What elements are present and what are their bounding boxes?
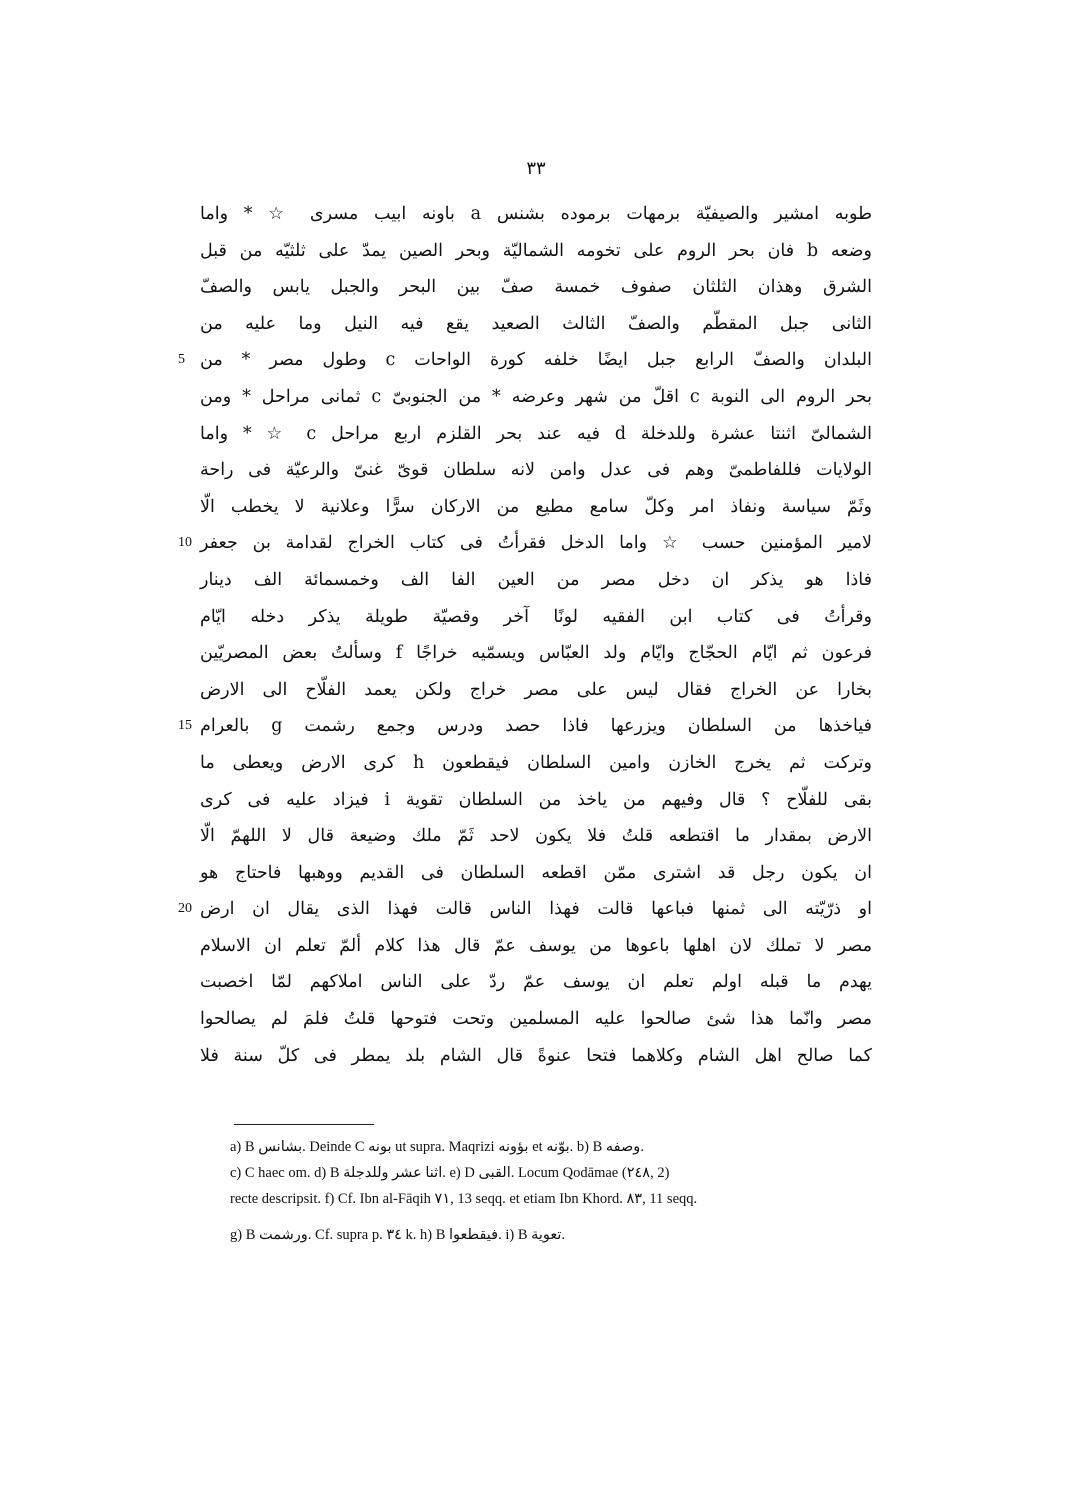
line-number: 5 [178,352,185,368]
line-text: البلدان والصفّ الرابع جبل ايضًا خلفه كورة الواحات c وطول مصر * من [200,350,872,371]
text-line [200,818,872,855]
text-line [178,708,872,745]
text-line [200,672,872,709]
line-number: 20 [178,901,192,917]
text-line [200,416,872,453]
line-text: وقرأتُ فى كتاب ابن الفقيه لونًا آخر وقصيّة طويلة يذكر دخله ايّام [200,606,872,627]
body-text [178,196,872,1074]
text-line [200,379,872,416]
line-text: وثَمّ سياسة ونفاذ امر وكلّ سامع مطيع من الاركان سرًّا وعلانية لا يخطب الّا [200,496,872,517]
line-text: مصر وانّما هذا شئ صالحوا عليه المسلمين وتحت فتوحها قلتُ فلمَ لم يصالحوا [200,1009,872,1030]
text-line [200,599,872,636]
line-text: مصر لا تملك لان اهلها باعوها من يوسف عمّ قال هذا كلام ألمّ تعلم ان الاسلام [200,935,872,956]
line-text: فاذا هو يذكر ان دخل مصر من العين الفا الف وخمسمائة الف دينار [200,569,872,590]
text-line [200,635,872,672]
line-text: الولايات فللفاطمىّ وهم فى عدل وامن لانه سلطان قوىّ غنىّ والرعيّة فى راحة [200,460,872,481]
text-line [200,1001,872,1038]
line-text: الشمالىّ اثنتا عشرة وللدخلة d فيه عند بحر القلزم اربع مراحل c ☆ * واما [200,423,872,444]
line-text: وضعه b فان بحر الروم على تخومه الشماليّة وبحر الصين يمدّ على ثلثيّه من قبل [200,240,872,261]
line-text: الارض بمقدار ما اقتطعه قلتُ فلا يكون لاحد ثَمّ ملك وضيعة قال لا اللهمّ الّا [200,826,872,847]
line-text: بخارا عن الخراج فقال ليس على مصر خراج ولكن يعمد الفلّاح الى الارض [200,679,872,700]
text-line [200,745,872,782]
page-number: ٣٣ [526,158,546,179]
line-text: بحر الروم الى النوبة c اقلّ من شهر وعرضه * من الجنوبىّ c ثمانى مراحل * ومن [200,386,872,407]
footnote-line: c) C haec om. d) B اثنا عشر وللدجلة. e) D القبى. Locum Qodāmae (٢٤٨, 2) [230,1165,670,1181]
line-text: الثانى جبل المقطّم والصفّ الثالث الصعيد يقع فيه النيل وما عليه من [200,313,872,334]
text-line [200,489,872,526]
text-line [200,269,872,306]
line-text: فرعون ثم ايّام الحجّاج وايّام ولد العبّاس ويسمّيه خراجًا f وسألتُ بعض المصريّين [200,643,872,664]
line-number: 15 [178,718,192,734]
footnote-line: g) B ورشمت. Cf. supra p. ٣٤ k. h) B فيقطعوا. i) B تعوية. [230,1227,566,1243]
line-text: كما صالح اهل الشام وكلاهما فتحا عنوةً قال الشام بلد يمطر فى كلّ سنة فلا [200,1045,872,1066]
text-line [178,525,872,562]
text-line [200,782,872,819]
footnotes [230,1134,870,1248]
text-line [200,855,872,892]
text-line [200,964,872,1001]
text-line [178,342,872,379]
line-text: لامير المؤمنين حسب ☆ واما الدخل فقرأتُ فى كتاب الخراج لقدامة بن جعفر [200,533,872,554]
footnote-rule [234,1124,374,1125]
text-line [200,1038,872,1075]
line-text: ان يكون رجل قد اشترى ممّن اقطعه السلطان فى القديم ووهبها فاحتاج هو [200,862,872,883]
line-text: وتركت ثم يخرج الخازن وامين السلطان فيقطعون h كرى الارض ويعطى ما [200,752,872,773]
line-text: او ذرّيّته الى ثمنها فباعها قالت فهذا الناس قالت فهذا الذى يقال ان ارض [200,899,872,920]
text-line [200,196,872,233]
text-line [200,233,872,270]
line-text: فياخذها من السلطان ويزرعها فاذا حصد ودرس وجمع رشمت g بالعرام [200,716,872,737]
footnote-line: recte descripsit. f) Cf. Ibn al-Fāqih ٧١, 13 seqq. et etiam Ibn Khord. ٨٣, 11 seqq. [230,1191,698,1207]
line-text: يهدم ما قبله اولم تعلم ان يوسف عمّ ردّ على الناس املاكهم لمّا اخصبت [200,972,872,993]
line-number: 10 [178,535,192,551]
text-line [200,452,872,489]
footnote-line: a) B بشانس. Deinde C بونه ut supra. Maqrizi بؤونه et بوّنه. b) B وصفه. [230,1139,644,1155]
line-text: بقى للفلّاح ؟ قال وفيهم من ياخذ من السلطان تقوية i فيزاد عليه فى كرى [200,789,872,810]
line-text: الشرق وهذان الثلثان صفوف خمسة صفّ بين البحر والجبل يابس والصفّ [200,277,872,298]
text-line [200,928,872,965]
text-line [178,891,872,928]
line-text: طوبه امشير والصيفيّة برمهات برموده بشنس a باونه ابيب مسرى ☆ * واما [200,204,872,224]
text-line [200,306,872,343]
text-line [200,562,872,599]
